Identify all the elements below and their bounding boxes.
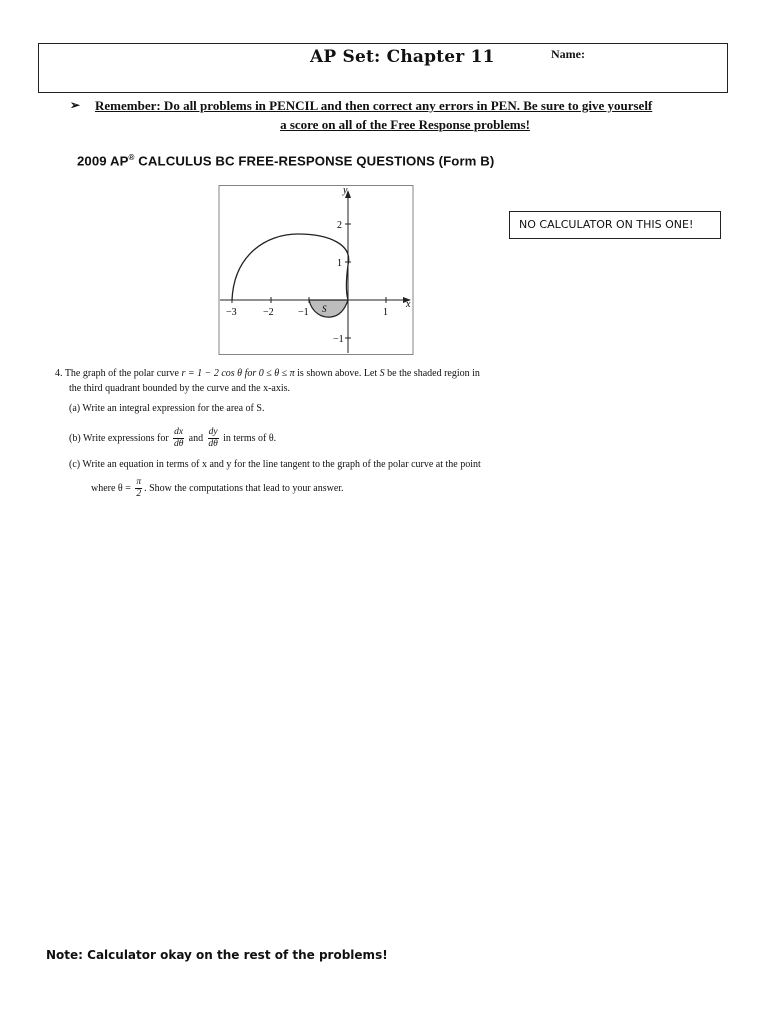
fraction-numerator: dy	[208, 427, 218, 437]
question-stem-line-1	[55, 368, 480, 379]
x-tick-label: 1	[383, 307, 388, 318]
y-tick-label: −1	[333, 334, 344, 345]
part-c-where: where θ =	[91, 482, 131, 494]
region-symbol: S	[379, 368, 385, 379]
fraction-numerator: dx	[174, 427, 184, 437]
registered-mark: ®	[128, 153, 135, 162]
fraction-denominator: dθ	[173, 439, 184, 449]
fraction-numerator: π	[136, 477, 142, 487]
question-part-b	[69, 427, 276, 450]
polar-graph-svg	[218, 185, 414, 355]
exam-heading-suffix: CALCULUS BC FREE-RESPONSE QUESTIONS (Form B)	[134, 153, 495, 169]
arrow-bullet-icon: ➢	[70, 98, 81, 112]
x-tick-label: −2	[263, 307, 274, 318]
question-part-c-line-1: (c) Write an equation in terms of x and y for the line tangent to the graph of the polar curve at the point	[69, 459, 481, 470]
part-c-text: . Show the computations that lead to your answer.	[144, 482, 344, 494]
stem-text: The graph of the polar curve	[64, 368, 182, 379]
graph-frame	[219, 186, 413, 355]
stem-text: is shown above. Let	[294, 368, 380, 379]
fraction-dy-dtheta	[208, 427, 219, 450]
y-axis-label: y	[343, 185, 348, 196]
shaded-region-s	[309, 300, 348, 317]
exam-heading	[77, 153, 494, 168]
question-part-c-line-2	[91, 477, 344, 500]
reminder-line-2: a score on all of the Free Response problems!	[280, 117, 530, 132]
question-stem-line-2: the third quadrant bounded by the curve and the x-axis.	[69, 383, 291, 394]
x-axis-label: x	[406, 299, 411, 310]
region-label: S	[322, 304, 327, 314]
part-b-text: in terms of θ.	[223, 432, 277, 444]
x-tick-label: −1	[298, 307, 309, 318]
question-number: 4.	[55, 368, 63, 379]
polar-graph	[218, 185, 414, 355]
polar-curve	[232, 234, 349, 300]
y-tick-label: 1	[337, 258, 342, 269]
fraction-dx-dtheta	[173, 427, 184, 450]
page-title: AP Set: Chapter 11	[310, 47, 495, 67]
y-tick-label: 2	[337, 220, 342, 231]
question-part-a: (a) Write an integral expression for the area of S.	[69, 403, 265, 414]
exam-heading-prefix: 2009 AP	[77, 153, 129, 169]
fraction-denominator: 2	[136, 489, 142, 499]
polar-equation: r = 1 − 2 cos θ for 0 ≤ θ ≤ π	[181, 368, 295, 379]
part-b-and: and	[188, 432, 204, 444]
reminder-line-1: Remember: Do all problems in PENCIL and then correct any errors in PEN. Be sure to give yourself	[95, 98, 653, 113]
name-label: Name:	[551, 47, 585, 61]
no-calculator-box: NO CALCULATOR ON THIS ONE!	[509, 211, 721, 239]
header-box	[38, 43, 728, 93]
stem-text: be the shaded region in	[384, 368, 480, 379]
part-b-text: (b) Write expressions for	[69, 432, 169, 444]
fraction-pi-over-2	[135, 477, 142, 500]
fraction-denominator: dθ	[208, 439, 218, 449]
x-tick-label: −3	[226, 307, 237, 318]
calculator-note: Note: Calculator okay on the rest of the problems!	[46, 948, 388, 962]
